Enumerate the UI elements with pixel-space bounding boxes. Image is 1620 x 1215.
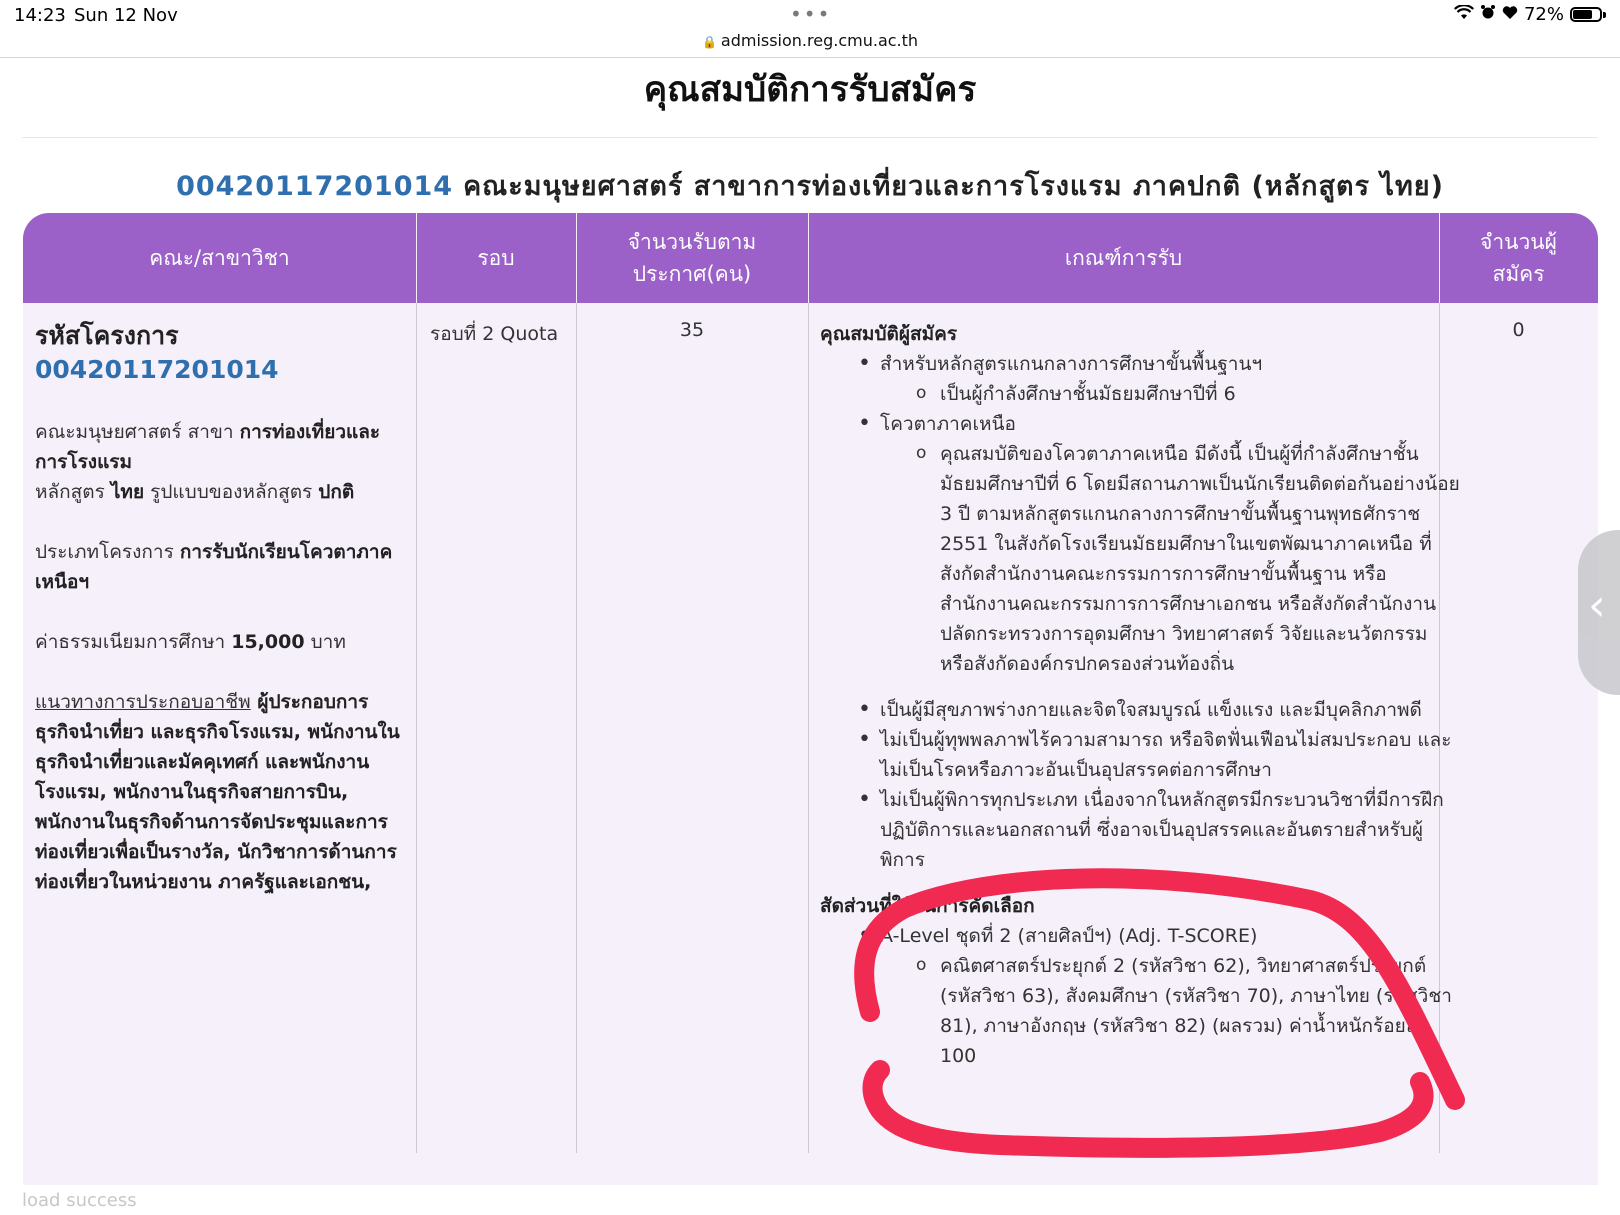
list-item: o เป็นผู้กำลังศึกษาชั้นมัธยมศึกษาปีที่ 6 xyxy=(940,379,1460,409)
project-code-line: รหัสโครงการ 00420117201014 xyxy=(35,321,279,384)
quota-cell: 35 xyxy=(679,319,705,341)
faculty-info: คณะมนุษยศาสตร์ สาขา การท่องเที่ยวและการโรงแรม หลักสูตร ไทย รูปแบบของหลักสูตร ปกติ xyxy=(35,421,381,503)
page-title: คุณสมบัติการรับสมัคร xyxy=(643,70,977,110)
list-item: • โควตาภาคเหนือ o คุณสมบัติของโควตาภาคเหนือ มีดังนี้ เป็นผู้ที่กำลังศึกษาชั้นมัธยมศึกษาปีที่ 6 โดยมีสถานภาพเป็นนักเรียนติดต่อกันอย่างน้อย 3 ปี ตามหลักสูตรแกนกลางการศึกษาขั้นพื้นฐานพุทธศักราช 2551 ในสังกัดโรงเรียนมัธยมศึกษาในเขตพัฒนาภาคเหนือ ที่สังกัดสำนักงานคณะกรรมการการศึกษาขั้นพื้นฐาน หรือสำนักงานคณะกรรมการการศึกษาเอกชน หรือสังกัดสำนักงานปลัดกระทรวงการอุดมศึกษา วิทยาศาสตร์ วิจัยและนวัตกรรม หรือสังกัดองค์กรปกครองส่วนท้องถิ่น xyxy=(880,409,1460,695)
battery-cap xyxy=(1603,12,1606,18)
toolbar-divider xyxy=(0,57,1620,58)
admission-table xyxy=(23,213,1598,1185)
career-paths: แนวทางการประกอบอาชีพ ผู้ประกอบการธุรกิจนำเที่ยว และธุรกิจโรงแรม, พนักงานในธุรกิจนำเที่ยวและมัคคุเทศก์ และพนักงานโรงแรม, พนักงานในธุรกิจสายการบิน, พนักงานในธุรกิจด้านการจัดประชุมและการ ท่องเที่ยวเพื่อเป็นรางวัล, นักวิชาการด้านการท่องเที่ยวในหน่วยงาน ภาครัฐและเอกชน, xyxy=(35,691,400,893)
side-panel-handle[interactable] xyxy=(1578,530,1620,695)
url-text: admission.reg.cmu.ac.th xyxy=(720,31,919,50)
header-faculty: คณะ/สาขาวิชา xyxy=(149,246,290,270)
list-item: • สำหรับหลักสูตรแกนกลางการศึกษาขั้นพื้นฐานฯ o เป็นผู้กำลังศึกษาชั้นมัธยมศึกษาปีที่ 6 xyxy=(880,349,1460,409)
program-name: คณะมนุษยศาสตร์ สาขาการท่องเที่ยวและการโรงแรม ภาคปกติ (หลักสูตร ไทย) xyxy=(463,171,1444,202)
program-code: 00420117201014 xyxy=(176,171,454,202)
load-status: load success xyxy=(22,1190,137,1211)
list-item: o คณิตศาสตร์ประยุกต์ 2 (รหัสวิชา 62), วิทยาศาสตร์ประยุกต์ (รหัสวิชา 63), สังคมศึกษา (รหัสวิชา 70), ภาษาไทย (รหัสวิชา 81), ภาษาอังกฤษ (รหัสวิชา 82) (ผลรวม) ค่าน้ำหนักร้อยละ 100 xyxy=(940,951,1460,1071)
header-applicants: จำนวนผู้ สมัคร xyxy=(1480,230,1557,286)
alarm-icon xyxy=(1480,4,1496,25)
chevron-left-icon: ‹ xyxy=(1588,580,1606,631)
status-indicators xyxy=(1454,4,1606,25)
table-header xyxy=(23,213,1598,303)
project-type: ประเภทโครงการ การรับนักเรียนโควตาภาคเหนือฯ xyxy=(35,541,393,593)
battery-percent: 72% xyxy=(1523,4,1564,25)
header-criteria: เกณฑ์การรับ xyxy=(1064,246,1183,270)
wifi-icon xyxy=(1454,4,1474,25)
faculty-cell xyxy=(35,319,407,897)
status-date: Sun 12 Nov xyxy=(74,5,178,26)
list-item: • ไม่เป็นผู้พิการทุกประเภท เนื่องจากในหลักสูตรมีกระบวนวิชาที่มีการฝึกปฏิบัติการและนอกสถานที่ ซึ่งอาจเป็นอุปสรรคและอันตรายสำหรับผู้พิการ xyxy=(880,785,1460,875)
list-item: • A-Level ชุดที่ 2 (สายศิลป์ฯ) (Adj. T-SCORE) o คณิตศาสตร์ประยุกต์ 2 (รหัสวิชา 62), วิทยาศาสตร์ประยุกต์ (รหัสวิชา 63), สังคมศึกษา (รหัสวิชา 70), ภาษาไทย (รหัสวิชา 81), ภาษาอังกฤษ (รหัสวิชา 82) (ผลรวม) ค่าน้ำหนักร้อยละ 100 xyxy=(880,921,1460,1071)
heart-icon xyxy=(1502,4,1518,25)
list-item: o คุณสมบัติของโควตาภาคเหนือ มีดังนี้ เป็นผู้ที่กำลังศึกษาชั้นมัธยมศึกษาปีที่ 6 โดยมีสถานภาพเป็นนักเรียนติดต่อกันอย่างน้อย 3 ปี ตามหลักสูตรแกนกลางการศึกษาขั้นพื้นฐานพุทธศักราช 2551 ในสังกัดโรงเรียนมัธยมศึกษาในเขตพัฒนาภาคเหนือ ที่สังกัดสำนักงานคณะกรรมการการศึกษาขั้นพื้นฐาน หรือสำนักงานคณะกรรมการการศึกษาเอกชน หรือสังกัดสำนักงานปลัดกระทรวงการอุดมศึกษา วิทยาศาสตร์ วิจัยและนวัตกรรม หรือสังกัดองค์กรปกครองส่วนท้องถิ่น xyxy=(940,439,1460,679)
header-quota: จำนวนรับตาม ประกาศ(คน) xyxy=(627,230,757,286)
qualification-heading: คุณสมบัติผู้สมัคร xyxy=(820,323,958,345)
status-time: 14:23 xyxy=(14,5,66,26)
table-row xyxy=(23,303,1598,1185)
tuition-fee: ค่าธรรมเนียมการศึกษา 15,000 บาท xyxy=(35,631,346,653)
round-cell: รอบที่ 2 Quota xyxy=(430,323,559,345)
address-bar[interactable] xyxy=(0,31,1620,50)
multitasking-dots-icon[interactable]: ••• xyxy=(790,2,832,26)
title-divider xyxy=(22,137,1598,138)
applicants-cell: 0 xyxy=(1512,319,1525,341)
qualification-list xyxy=(820,349,1460,875)
header-round: รอบ xyxy=(477,246,515,270)
ratio-heading: สัดส่วนที่ใช้ในการคัดเลือก xyxy=(820,895,1035,917)
criteria-cell xyxy=(820,319,1460,1071)
program-heading xyxy=(0,164,1620,207)
list-item: • เป็นผู้มีสุขภาพร่างกายและจิตใจสมบูรณ์ แข็งแรง และมีบุคลิกภาพดี xyxy=(880,695,1460,725)
career-label: แนวทางการประกอบอาชีพ xyxy=(35,691,251,713)
lock-icon: 🔒 xyxy=(701,35,717,49)
list-item: • ไม่เป็นผู้ทุพพลภาพไร้ความสามารถ หรือจิตฟั่นเฟือนไม่สมประกอบ และไม่เป็นโรคหรือภาวะอันเป็นอุปสรรคต่อการศึกษา xyxy=(880,725,1460,785)
ratio-list xyxy=(820,921,1460,1071)
battery-icon xyxy=(1570,7,1602,22)
